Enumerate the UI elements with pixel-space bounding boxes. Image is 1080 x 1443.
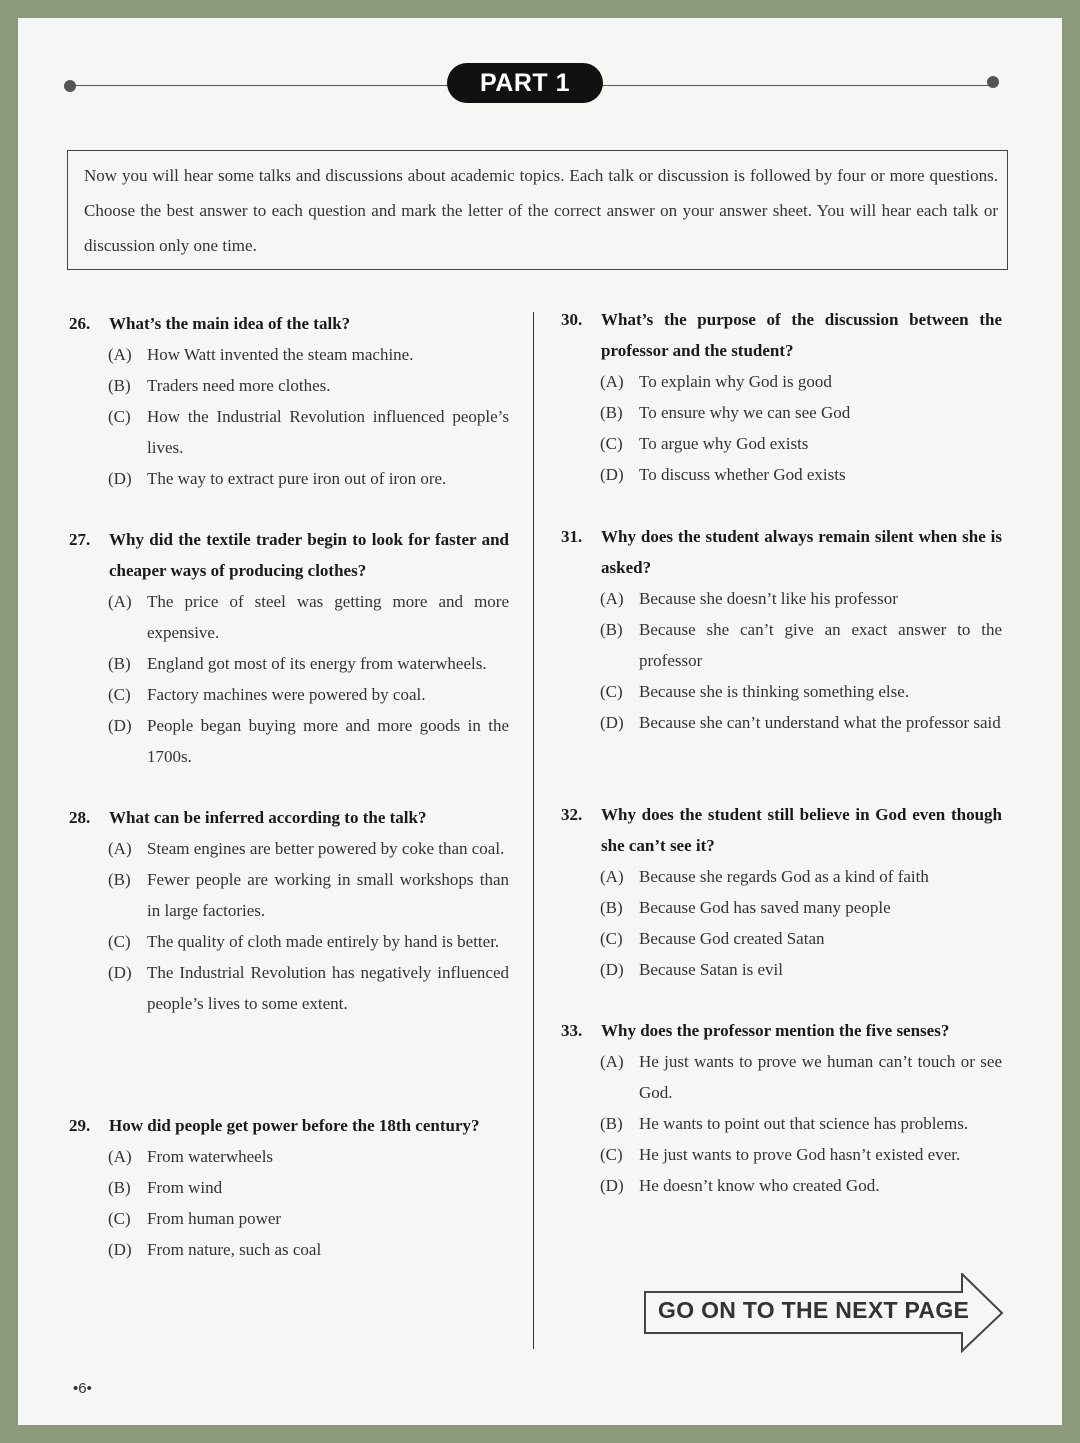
part-title: PART 1 [447, 63, 603, 103]
option-c: (C) To argue why God exists [600, 434, 809, 453]
question-30 [561, 304, 1002, 490]
question-stem: 30. What’s the purpose of the discussion between the professor and the student? [561, 304, 1002, 366]
option-c: (C) From human power [108, 1209, 282, 1228]
question-number: 33. [561, 1021, 583, 1040]
option-a: (A) How Watt invented the steam machine. [108, 345, 414, 364]
option-b: (B) From wind [108, 1178, 223, 1197]
option-a: (A) To explain why God is good [600, 372, 832, 391]
option-c: (C) How the Industrial Revolution influenced people’s lives. [108, 407, 509, 457]
option-a: (A) Because she regards God as a kind of faith [600, 867, 929, 886]
question-number: 29. [69, 1116, 91, 1135]
option-a: (A) The price of steel was getting more and more expensive. [108, 592, 509, 642]
question-28 [69, 802, 509, 1019]
option-c: (C) The quality of cloth made entirely by hand is better. [108, 932, 500, 951]
question-33 [561, 1015, 1002, 1201]
option-b: (B) He wants to point out that science has problems. [600, 1114, 969, 1133]
question-number: 26. [69, 314, 91, 333]
question-stem: 29. How did people get power before the 18th century? [69, 1110, 509, 1141]
option-a: (A) He just wants to prove we human can’t touch or see God. [600, 1052, 1002, 1102]
question-number: 28. [69, 808, 91, 827]
option-a: (A) Steam engines are better powered by coke than coal. [108, 839, 505, 858]
option-c: (C) Because she is thinking something else. [600, 682, 910, 701]
option-d: (D) People began buying more and more goods in the 1700s. [108, 716, 509, 766]
header-right-rule [602, 85, 992, 86]
option-b: (B) Because she can’t give an exact answer to the professor [600, 620, 1002, 670]
option-b: (B) England got most of its energy from waterwheels. [108, 654, 487, 673]
option-b: (B) To ensure why we can see God [600, 403, 851, 422]
question-stem: 27. Why did the textile trader begin to look for faster and cheaper ways of producing clothes? [69, 524, 509, 586]
question-29 [69, 1110, 509, 1265]
page-number: •6• [73, 1380, 92, 1397]
option-a: (A) From waterwheels [108, 1147, 274, 1166]
column-divider [533, 312, 534, 1349]
header-left-rule [70, 85, 448, 86]
header-left-dot [64, 80, 76, 92]
option-c: (C) Factory machines were powered by coal. [108, 685, 426, 704]
question-number: 32. [561, 805, 583, 824]
question-number: 31. [561, 527, 583, 546]
option-d: (D) Because Satan is evil [600, 960, 783, 979]
instructions-box: Now you will hear some talks and discussions about academic topics. Each talk or discussion is followed by four or more questions. Choose the best answer to each question and mark the letter of the correct answer on your answer sheet. You will hear each talk or discussion only one time. [67, 150, 1008, 270]
question-27 [69, 524, 509, 772]
option-b: (B) Because God has saved many people [600, 898, 891, 917]
option-b: (B) Fewer people are working in small workshops than in large factories. [108, 870, 509, 920]
option-d: (D) To discuss whether God exists [600, 465, 846, 484]
question-stem: 26. What’s the main idea of the talk? [69, 308, 509, 339]
option-c: (C) Because God created Satan [600, 929, 825, 948]
question-26 [69, 308, 509, 494]
option-b: (B) Traders need more clothes. [108, 376, 331, 395]
option-a: (A) Because she doesn’t like his professor [600, 589, 898, 608]
question-stem: 31. Why does the student always remain silent when she is asked? [561, 521, 1002, 583]
question-number: 30. [561, 310, 583, 329]
question-32 [561, 799, 1002, 985]
question-number: 27. [69, 530, 91, 549]
question-31 [561, 521, 1002, 738]
option-d: (D) The Industrial Revolution has negatively influenced people’s lives to some extent. [108, 963, 509, 1013]
next-page-label: GO ON TO THE NEXT PAGE [658, 1297, 970, 1323]
option-d: (D) From nature, such as coal [108, 1240, 322, 1259]
question-stem: 32. Why does the student still believe in God even though she can’t see it? [561, 799, 1002, 861]
option-d: (D) He doesn’t know who created God. [600, 1176, 880, 1195]
question-stem: 33. Why does the professor mention the five senses? [561, 1015, 1002, 1046]
header-right-dot [987, 76, 999, 88]
option-c: (C) He just wants to prove God hasn’t existed ever. [600, 1145, 961, 1164]
option-d: (D) The way to extract pure iron out of iron ore. [108, 469, 447, 488]
option-d: (D) Because she can’t understand what the professor said [600, 713, 1001, 732]
question-stem: 28. What can be inferred according to the talk? [69, 802, 509, 833]
